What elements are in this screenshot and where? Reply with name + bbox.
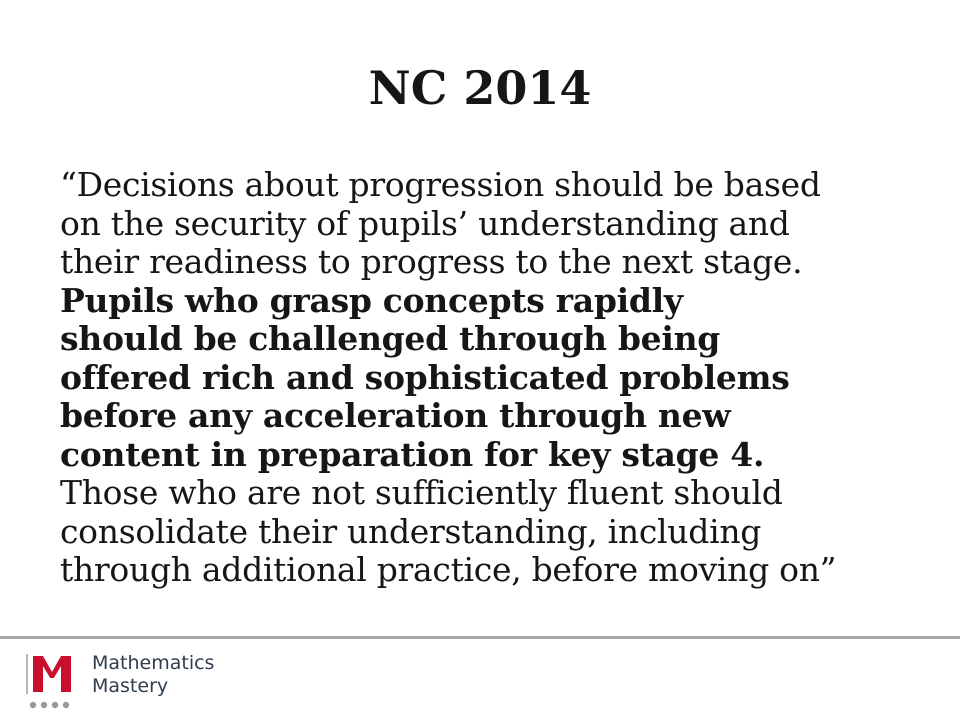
- logo-line-2: Mastery: [92, 675, 169, 697]
- mathematics-mastery-logo-icon: [24, 650, 80, 712]
- quote-line-emphasis: offered rich and sophisticated problems: [60, 357, 790, 397]
- quote-line: their readiness to progress to the next stage.: [60, 242, 803, 281]
- quote-line-emphasis: Pupils who grasp concepts rapidly: [60, 280, 683, 320]
- quote-line: consolidate their understanding, including: [60, 511, 762, 551]
- footer-divider: [0, 636, 960, 639]
- slide-title: NC 2014: [368, 61, 592, 115]
- quote-line: on the security of pupils’ understanding and: [60, 203, 790, 243]
- quote-line: Those who are not sufficiently fluent should: [60, 473, 783, 512]
- logo-wordmark: [92, 652, 214, 698]
- quote-line-emphasis: content in preparation for key stage 4.: [60, 434, 765, 474]
- logo-line-1: Mathematics: [92, 652, 215, 674]
- quote-line: through additional practice, before moving on”: [60, 550, 837, 589]
- mathematics-mastery-logo: [24, 650, 264, 712]
- quote-line: “Decisions about progression should be based: [60, 165, 821, 204]
- quote-body: [60, 166, 910, 590]
- quote-line-emphasis: before any acceleration through new: [60, 396, 731, 435]
- quote-line-emphasis: should be challenged through being: [60, 319, 721, 358]
